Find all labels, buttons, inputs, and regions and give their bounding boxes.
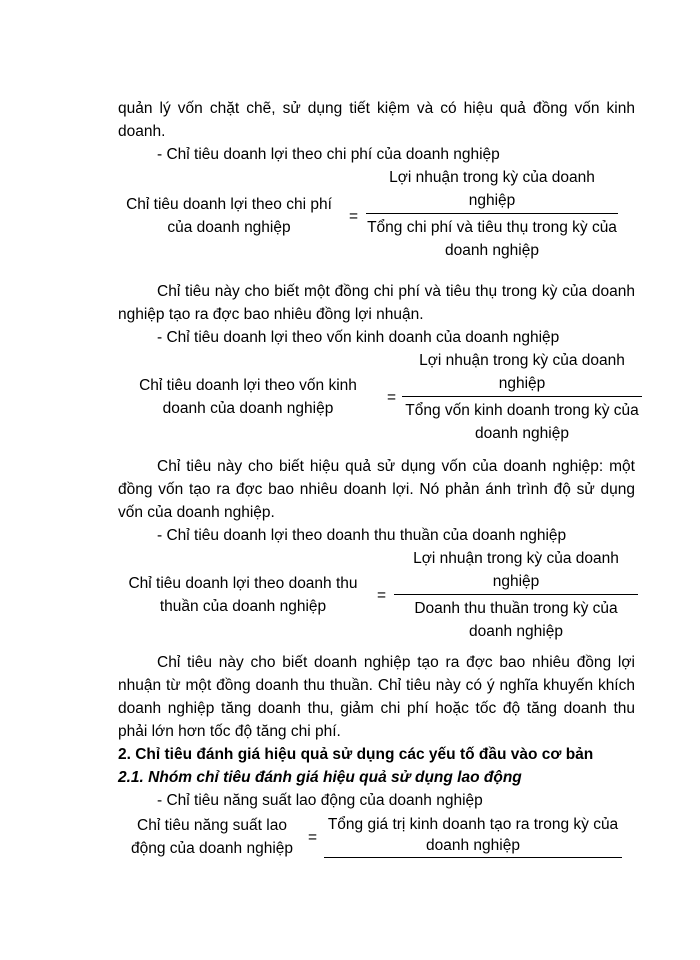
bullet-labor-productivity: - Chỉ tiêu năng suất lao động của doanh nghiệp [157,792,483,809]
subsection-heading: 2.1. Nhóm chỉ tiêu đánh giá hiệu quả sử dụng lao động [118,769,522,786]
fraction-bar [394,594,638,595]
numerator: Lợi nhuận trong kỳ của doanh nghiệp [413,550,619,590]
formula-revenue-profitability [118,547,635,647]
numerator: Lợi nhuận trong kỳ của doanh nghiệp [419,352,625,392]
equals-sign: = [308,829,318,846]
fraction-bar [366,213,618,214]
fraction [394,547,638,643]
denominator: Doanh thu thuần trong kỳ của doanh nghiệp [414,600,618,640]
fraction-bar [324,857,622,858]
fraction [366,166,618,262]
intro-paragraph: quản lý vốn chặt chẽ, sử dụng tiết kiệm và có hiệu quả đồng vốn kinh doanh. [118,100,635,140]
formula-left-term: Chỉ tiêu doanh lợi theo chi phí của doanh nghiệp [126,196,332,236]
document-page [118,97,639,862]
bullet-cost-profitability: - Chỉ tiêu doanh lợi theo chi phí của doanh nghiệp [157,146,500,163]
section-heading: 2. Chỉ tiêu đánh giá hiệu quả sử dụng các yếu tố đầu vào cơ bản [118,746,594,763]
formula-left-term: Chỉ tiêu doanh lợi theo vốn kinh doanh của doanh nghiệp [139,377,357,417]
equals-sign: = [349,208,359,225]
numerator: Tổng giá trị kinh doanh tạo ra trong kỳ của doanh nghiệp [327,816,619,854]
formula-left-term: Chỉ tiêu doanh lợi theo doanh thu thuần của doanh nghiệp [128,575,358,615]
formula-labor-productivity [118,812,635,862]
numerator: Lợi nhuận trong kỳ của doanh nghiệp [389,169,595,209]
fraction-bar [402,396,642,397]
fraction [402,349,642,445]
fraction [324,814,622,860]
equals-sign: = [377,587,387,604]
formula-cost-profitability [118,166,635,268]
explanation-capital-profitability: Chỉ tiêu này cho biết hiệu quả sử dụng vốn của doanh nghiệp: một đồng vốn tạo ra đợc bao nhiêu doanh lợi. Nó phản ánh trình độ sử dụng vốn của doanh nghiệp. [118,458,635,521]
denominator: Tổng chi phí và tiêu thụ trong kỳ của doanh nghiệp [367,219,617,259]
explanation-cost-profitability: Chỉ tiêu này cho biết một đồng chi phí và tiêu thụ trong kỳ của doanh nghiệp tạo ra đợc bao nhiêu đồng lợi nhuận. [118,283,635,323]
explanation-revenue-profitability: Chỉ tiêu này cho biết doanh nghiệp tạo ra đợc bao nhiêu đồng lợi nhuận từ một đồng doanh thu thuần. Chỉ tiêu này có ý nghĩa khuyến khích doanh nghiệp tăng doanh thu, giảm chi phí hoặc tốc độ tăng doanh thu phải lớn hơn tốc độ tăng chi phí. [118,654,635,740]
equals-sign: = [387,389,397,406]
bullet-capital-profitability: - Chỉ tiêu doanh lợi theo vốn kinh doanh của doanh nghiệp [157,329,560,346]
denominator: Tổng vốn kinh doanh trong kỳ của doanh nghiệp [405,402,639,442]
formula-capital-profitability [118,349,639,449]
bullet-revenue-profitability: - Chỉ tiêu doanh lợi theo doanh thu thuần của doanh nghiệp [157,527,567,544]
formula-left-term: Chỉ tiêu năng suất lao động của doanh nghiệp [130,817,294,857]
